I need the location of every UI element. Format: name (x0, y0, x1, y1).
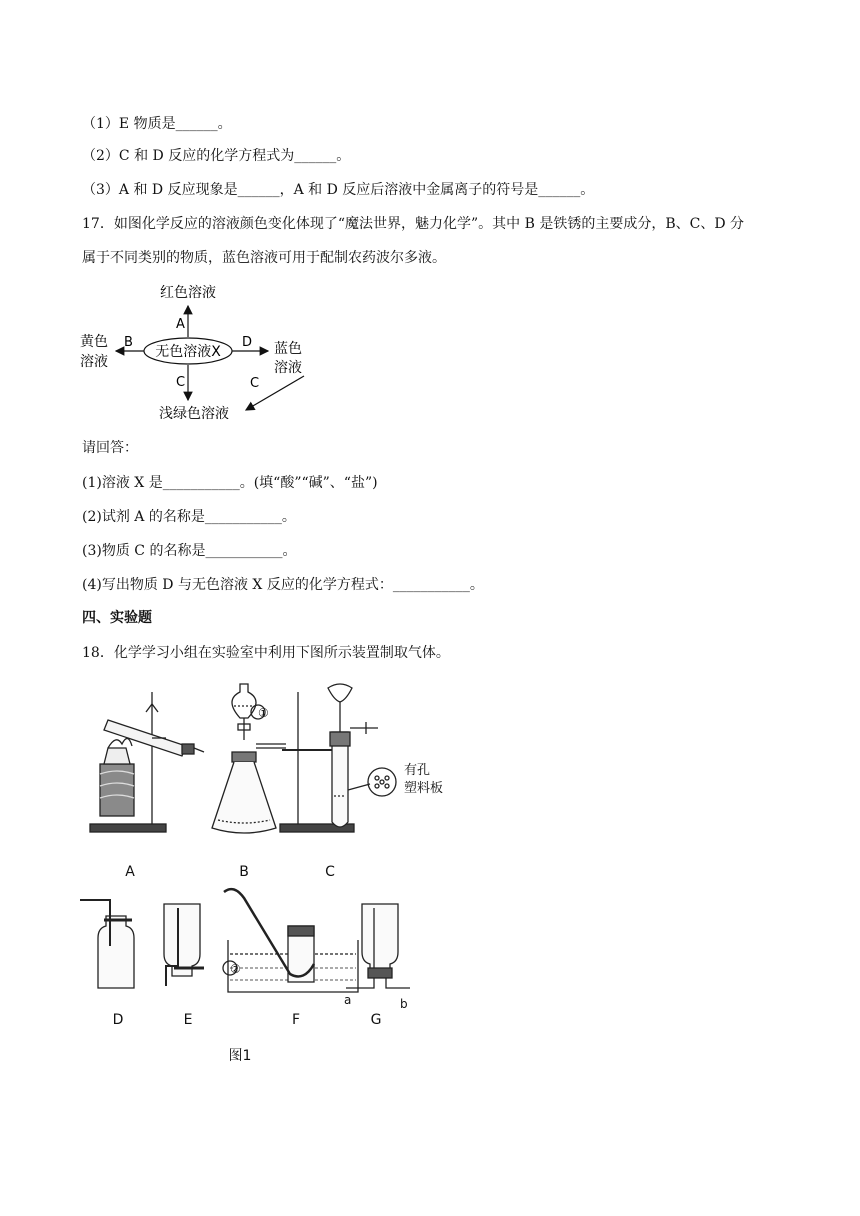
center-label: 无色溶液X (155, 344, 221, 360)
q17-part4: (4)写出物质 D 与无色溶液 X 反应的化学方程式：___________。 (82, 577, 484, 593)
label-e: E (183, 1012, 193, 1028)
arrow-up-label: A (176, 317, 185, 332)
marker-1: ① (258, 706, 269, 720)
marker-2: ② (230, 962, 241, 976)
label-g: G (370, 1012, 382, 1028)
answer-prompt: 请回答： (82, 440, 138, 456)
q17-intro-line1: 17．如图化学反应的溶液颜色变化体现了“魔法世界，魅力化学”。其中 B 是铁锈的主要成分，B、C、D 分 (82, 216, 744, 232)
right-solution-1: 蓝色 (274, 341, 302, 357)
port-b-label: b (400, 997, 408, 1011)
q16-part1: （1）E 物质是______。 (82, 116, 232, 132)
arrow-down-label: C (176, 375, 186, 390)
label-c: C (325, 864, 335, 880)
section-heading-experiment: 四、实验题 (82, 610, 152, 626)
plate-label-1: 有孔 (404, 763, 431, 778)
label-d: D (112, 1012, 124, 1028)
arrow-left-label: B (124, 335, 133, 350)
label-f: F (291, 1012, 301, 1028)
q17-part1: (1)溶液 X 是___________。(填“酸”“碱”、“盐”) (82, 475, 378, 491)
figure-caption: 图1 (228, 1048, 252, 1064)
apparatus-c (280, 684, 443, 832)
apparatus-f (223, 889, 358, 992)
q17-part2: (2)试剂 A 的名称是___________。 (82, 509, 296, 525)
apparatus-e (164, 904, 204, 986)
label-b: B (239, 864, 249, 880)
q17-intro-line2: 属于不同类别的物质，蓝色溶液可用于配制农药波尔多液。 (82, 250, 446, 266)
left-solution-2: 溶液 (80, 354, 108, 370)
left-solution-1: 黄色 (80, 334, 108, 350)
apparatus-b (212, 684, 286, 833)
q16-part3: （3）A 和 D 反应现象是______，A 和 D 反应后溶液中金属离子的符号是______。 (82, 182, 595, 198)
plate-label-2: 塑料板 (404, 781, 444, 796)
top-solution: 红色溶液 (160, 285, 216, 301)
q18-intro: 18．化学学习小组在实验室中利用下图所示装置制取气体。 (82, 645, 450, 661)
apparatus-d (80, 900, 134, 988)
q17-color-diagram (78, 282, 318, 422)
apparatus-g (344, 904, 410, 1011)
right-solution-2: 溶液 (274, 360, 302, 376)
arrow-diag-label: C (250, 376, 260, 391)
q17-part3: (3)物质 C 的名称是___________。 (82, 543, 297, 559)
bottom-solution: 浅绿色溶液 (159, 406, 229, 422)
apparatus-a (90, 692, 204, 832)
arrow-right-label: D (242, 335, 253, 350)
q16-part2: （2）C 和 D 反应的化学方程式为______。 (82, 148, 351, 164)
label-a: A (125, 864, 135, 880)
port-a-label: a (344, 993, 352, 1007)
q18-apparatus-figure (78, 678, 478, 1078)
